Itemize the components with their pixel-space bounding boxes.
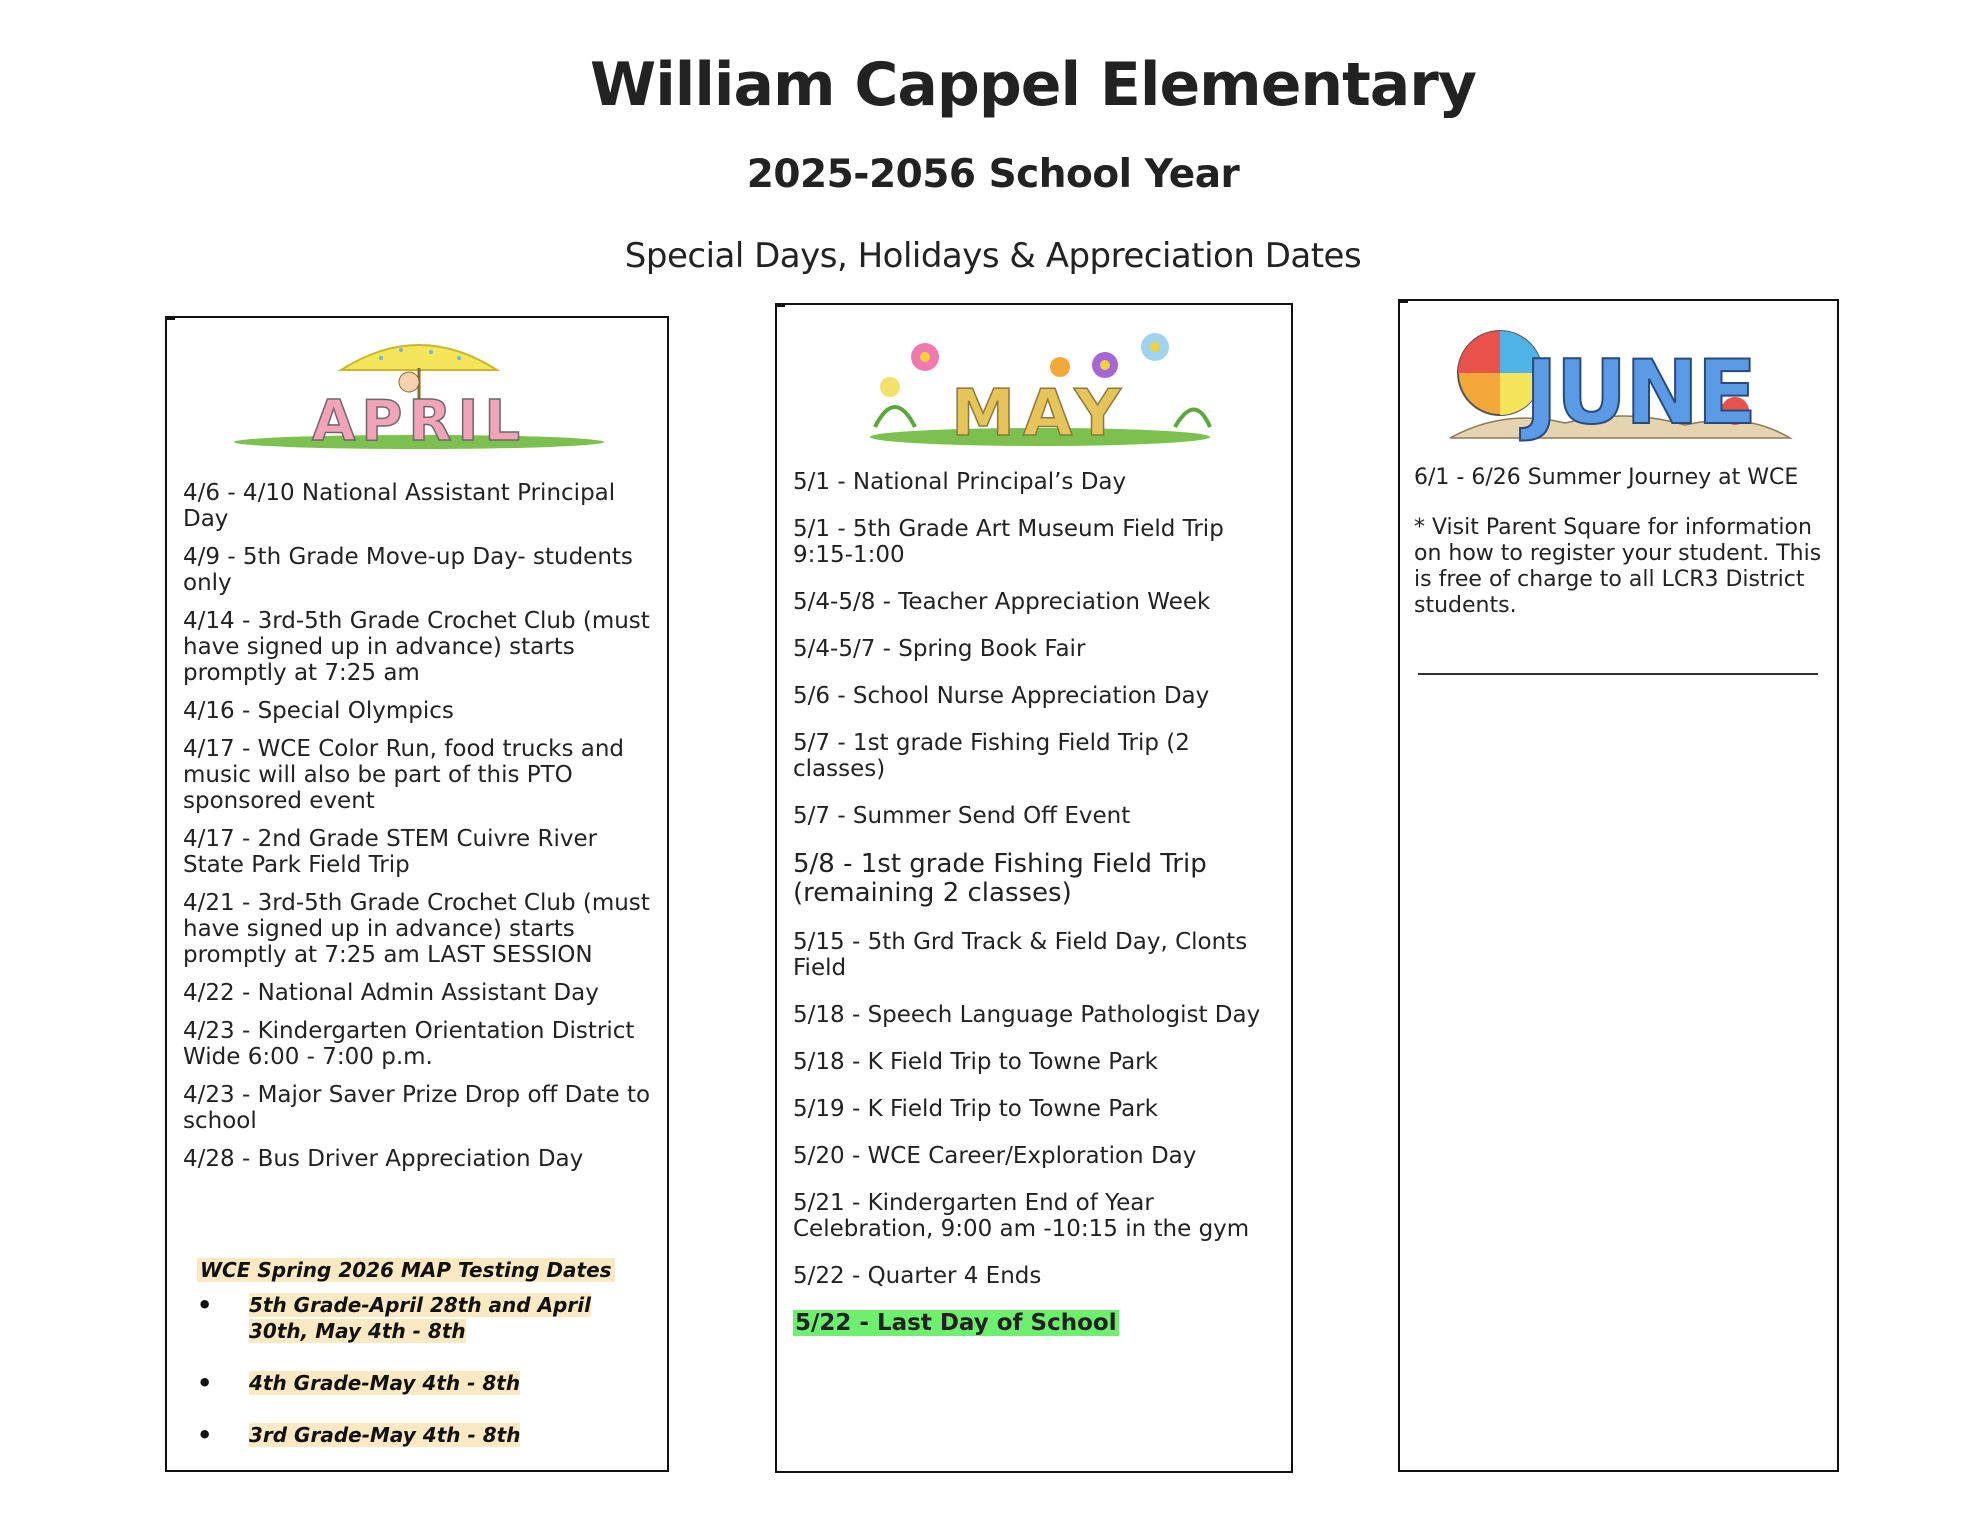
- list-item: 5/6 - School Nurse Appreciation Day: [793, 683, 1210, 709]
- may-event-list: [793, 469, 1283, 1357]
- list-item: 6/1 - 6/26 Summer Journey at WCE: [1414, 465, 1799, 490]
- list-item: • 4th Grade-May 4th - 8th: [197, 1370, 647, 1396]
- april-banner-text: APRIL: [311, 389, 527, 450]
- list-item: 5/8 - 1st grade Fishing Field Trip (remaining 2 classes): [793, 849, 1207, 908]
- list-item: 5/4-5/7 - Spring Book Fair: [793, 636, 1086, 662]
- list-item: 4/22 - National Admin Assistant Day: [183, 980, 599, 1006]
- june-event-list: [1414, 465, 1834, 643]
- june-banner-text: JUNE: [1525, 341, 1755, 443]
- list-item: 4/17 - WCE Color Run, food trucks and music will also be part of this PTO sponsored event: [183, 736, 625, 814]
- april-banner-illustration: [231, 330, 607, 450]
- june-banner-illustration: [1445, 313, 1795, 443]
- may-banner-illustration: [855, 317, 1225, 447]
- list-item: 5/18 - Speech Language Pathologist Day: [793, 1002, 1261, 1028]
- list-item: 4/16 - Special Olympics: [183, 698, 454, 724]
- list-item: 4/9 - 5th Grade Move-up Day- students only: [183, 544, 633, 596]
- last-day-highlight: 5/22 - Last Day of School: [795, 1310, 1117, 1336]
- list-item: 4/23 - Major Saver Prize Drop off Date to school: [183, 1082, 651, 1134]
- may-banner-text: MAY: [951, 377, 1129, 447]
- may-column: [775, 303, 1293, 1473]
- map-testing-list: [197, 1292, 647, 1448]
- list-item: 5/7 - Summer Send Off Event: [793, 803, 1131, 829]
- list-item: • 3rd Grade-May 4th - 8th: [197, 1422, 647, 1448]
- list-item: 5/20 - WCE Career/Exploration Day: [793, 1143, 1197, 1169]
- list-item: * Visit Parent Square for information on how to register your student. This is free of charge to all LCR3 District students.: [1414, 515, 1822, 618]
- school-title: William Cappel Elementary: [590, 50, 1476, 120]
- list-item: 5/1 - National Principal’s Day: [793, 469, 1127, 495]
- page-subtitle: Special Days, Holidays & Appreciation Dates: [624, 236, 1362, 276]
- list-item: 5/4-5/8 - Teacher Appreciation Week: [793, 589, 1211, 615]
- last-day-item: [793, 1310, 1283, 1357]
- map-testing-title: WCE Spring 2026 MAP Testing Dates: [197, 1258, 615, 1282]
- june-column: [1398, 299, 1839, 1472]
- list-item: 5/18 - K Field Trip to Towne Park: [793, 1049, 1158, 1075]
- list-item: 5/1 - 5th Grade Art Museum Field Trip 9:15-1:00: [793, 516, 1224, 568]
- map-testing-box: [197, 1258, 647, 1474]
- list-item: 4/28 - Bus Driver Appreciation Day: [183, 1146, 584, 1172]
- school-year-heading: 2025-2056 School Year: [746, 152, 1240, 197]
- list-item: 5/19 - K Field Trip to Towne Park: [793, 1096, 1158, 1122]
- list-item: 4/21 - 3rd-5th Grade Crochet Club (must have signed up in advance) starts promptly at 7:25 am LAST SESSION: [183, 890, 650, 968]
- list-item: 4/6 - 4/10 National Assistant Principal Day: [183, 480, 616, 532]
- april-column: [165, 316, 669, 1472]
- april-event-list: [183, 480, 661, 1184]
- divider: [1418, 673, 1818, 675]
- list-item: 5/22 - Quarter 4 Ends: [793, 1263, 1042, 1289]
- list-item: • 5th Grade-April 28th and April 30th, May 4th - 8th: [197, 1292, 647, 1344]
- list-item: 5/7 - 1st grade Fishing Field Trip (2 classes): [793, 730, 1190, 782]
- list-item: 4/23 - Kindergarten Orientation District Wide 6:00 - 7:00 p.m.: [183, 1018, 635, 1070]
- list-item: 4/14 - 3rd-5th Grade Crochet Club (must have signed up in advance) starts promptly at 7:25 am: [183, 608, 650, 686]
- list-item: 4/17 - 2nd Grade STEM Cuivre River State Park Field Trip: [183, 826, 598, 878]
- list-item: 5/15 - 5th Grd Track & Field Day, Clonts Field: [793, 929, 1248, 981]
- list-item: 5/21 - Kindergarten End of Year Celebration, 9:00 am -10:15 in the gym: [793, 1190, 1250, 1242]
